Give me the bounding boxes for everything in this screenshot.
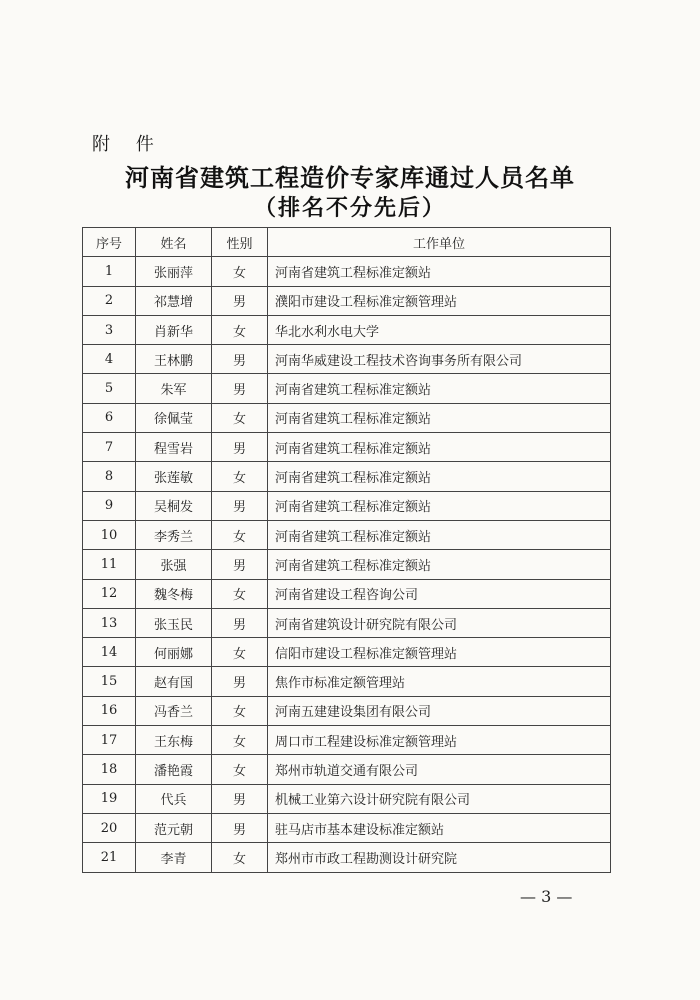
cell-name: 何丽娜 <box>136 638 212 667</box>
cell-work-unit: 河南省建筑工程标准定额站 <box>268 374 611 403</box>
cell-seq: 6 <box>83 403 136 432</box>
cell-work-unit: 河南省建筑工程标准定额站 <box>268 550 611 579</box>
cell-gender: 男 <box>212 813 268 842</box>
table-row <box>83 843 611 872</box>
table-row <box>83 257 611 286</box>
cell-gender: 男 <box>212 433 268 462</box>
cell-seq: 19 <box>83 784 136 813</box>
cell-gender: 男 <box>212 491 268 520</box>
cell-work-unit: 焦作市标准定额管理站 <box>268 667 611 696</box>
cell-seq: 21 <box>83 843 136 872</box>
cell-gender: 女 <box>212 403 268 432</box>
cell-work-unit: 河南省建筑工程标准定额站 <box>268 433 611 462</box>
table-row <box>83 462 611 491</box>
cell-name: 王林鹏 <box>136 345 212 374</box>
cell-name: 祁慧增 <box>136 286 212 315</box>
cell-gender: 男 <box>212 374 268 403</box>
cell-gender: 女 <box>212 315 268 344</box>
cell-work-unit: 河南省建筑工程标准定额站 <box>268 403 611 432</box>
cell-seq: 18 <box>83 755 136 784</box>
cell-gender: 男 <box>212 784 268 813</box>
table-row <box>83 345 611 374</box>
cell-gender: 女 <box>212 462 268 491</box>
cell-gender: 女 <box>212 520 268 549</box>
table-row <box>83 286 611 315</box>
table-row <box>83 550 611 579</box>
cell-name: 程雪岩 <box>136 433 212 462</box>
cell-work-unit: 河南省建设工程咨询公司 <box>268 579 611 608</box>
table-row <box>83 579 611 608</box>
cell-gender: 女 <box>212 726 268 755</box>
cell-seq: 1 <box>83 257 136 286</box>
cell-gender: 女 <box>212 257 268 286</box>
cell-gender: 女 <box>212 843 268 872</box>
table-body <box>83 257 611 872</box>
header-seq: 序号 <box>83 228 136 257</box>
cell-seq: 2 <box>83 286 136 315</box>
cell-seq: 20 <box>83 813 136 842</box>
cell-name: 张丽萍 <box>136 257 212 286</box>
table-row <box>83 491 611 520</box>
header-gender: 性别 <box>212 228 268 257</box>
table-row <box>83 403 611 432</box>
personnel-table <box>82 227 611 873</box>
cell-seq: 15 <box>83 667 136 696</box>
cell-gender: 女 <box>212 579 268 608</box>
cell-name: 张强 <box>136 550 212 579</box>
cell-seq: 9 <box>83 491 136 520</box>
page-number: — 3 — <box>520 887 573 906</box>
table-row <box>83 726 611 755</box>
table-row <box>83 755 611 784</box>
cell-seq: 11 <box>83 550 136 579</box>
cell-name: 肖新华 <box>136 315 212 344</box>
cell-work-unit: 河南省建筑工程标准定额站 <box>268 491 611 520</box>
cell-seq: 8 <box>83 462 136 491</box>
cell-seq: 4 <box>83 345 136 374</box>
cell-seq: 16 <box>83 696 136 725</box>
cell-gender: 男 <box>212 550 268 579</box>
cell-work-unit: 濮阳市建设工程标准定额管理站 <box>268 286 611 315</box>
attachment-label: 附 件 <box>92 134 164 155</box>
cell-name: 吴桐发 <box>136 491 212 520</box>
table-row <box>83 433 611 462</box>
cell-seq: 10 <box>83 520 136 549</box>
cell-work-unit: 河南省建筑工程标准定额站 <box>268 257 611 286</box>
cell-work-unit: 信阳市建设工程标准定额管理站 <box>268 638 611 667</box>
cell-seq: 17 <box>83 726 136 755</box>
cell-name: 魏冬梅 <box>136 579 212 608</box>
table-row <box>83 813 611 842</box>
cell-work-unit: 郑州市市政工程勘测设计研究院 <box>268 843 611 872</box>
table-row <box>83 520 611 549</box>
cell-work-unit: 河南华威建设工程技术咨询事务所有限公司 <box>268 345 611 374</box>
cell-name: 徐佩莹 <box>136 403 212 432</box>
cell-name: 范元朝 <box>136 813 212 842</box>
cell-work-unit: 河南省建筑工程标准定额站 <box>268 520 611 549</box>
cell-name: 潘艳霞 <box>136 755 212 784</box>
cell-work-unit: 周口市工程建设标准定额管理站 <box>268 726 611 755</box>
table-row <box>83 638 611 667</box>
cell-work-unit: 河南省建筑工程标准定额站 <box>268 462 611 491</box>
cell-gender: 女 <box>212 755 268 784</box>
cell-name: 朱军 <box>136 374 212 403</box>
cell-work-unit: 河南五建建设集团有限公司 <box>268 696 611 725</box>
table-row <box>83 784 611 813</box>
cell-gender: 女 <box>212 638 268 667</box>
cell-gender: 男 <box>212 608 268 637</box>
cell-work-unit: 驻马店市基本建设标准定额站 <box>268 813 611 842</box>
cell-seq: 12 <box>83 579 136 608</box>
cell-work-unit: 郑州市轨道交通有限公司 <box>268 755 611 784</box>
header-name: 姓名 <box>136 228 212 257</box>
cell-seq: 14 <box>83 638 136 667</box>
cell-name: 王东梅 <box>136 726 212 755</box>
table-row <box>83 374 611 403</box>
cell-work-unit: 河南省建筑设计研究院有限公司 <box>268 608 611 637</box>
cell-work-unit: 华北水利水电大学 <box>268 315 611 344</box>
cell-name: 张玉民 <box>136 608 212 637</box>
cell-name: 冯香兰 <box>136 696 212 725</box>
cell-seq: 13 <box>83 608 136 637</box>
cell-seq: 5 <box>83 374 136 403</box>
cell-seq: 3 <box>83 315 136 344</box>
cell-name: 张莲敏 <box>136 462 212 491</box>
cell-name: 代兵 <box>136 784 212 813</box>
cell-gender: 女 <box>212 696 268 725</box>
cell-gender: 男 <box>212 286 268 315</box>
table-header-row <box>83 228 611 257</box>
cell-seq: 7 <box>83 433 136 462</box>
table-row <box>83 315 611 344</box>
table-row <box>83 696 611 725</box>
table-row <box>83 667 611 696</box>
cell-gender: 男 <box>212 667 268 696</box>
cell-name: 李青 <box>136 843 212 872</box>
cell-work-unit: 机械工业第六设计研究院有限公司 <box>268 784 611 813</box>
cell-gender: 男 <box>212 345 268 374</box>
table-row <box>83 608 611 637</box>
document-title: 河南省建筑工程造价专家库通过人员名单 <box>125 164 575 192</box>
document-subtitle: （排名不分先后） <box>253 196 446 221</box>
cell-name: 李秀兰 <box>136 520 212 549</box>
cell-name: 赵有国 <box>136 667 212 696</box>
header-work-unit: 工作单位 <box>268 228 611 257</box>
